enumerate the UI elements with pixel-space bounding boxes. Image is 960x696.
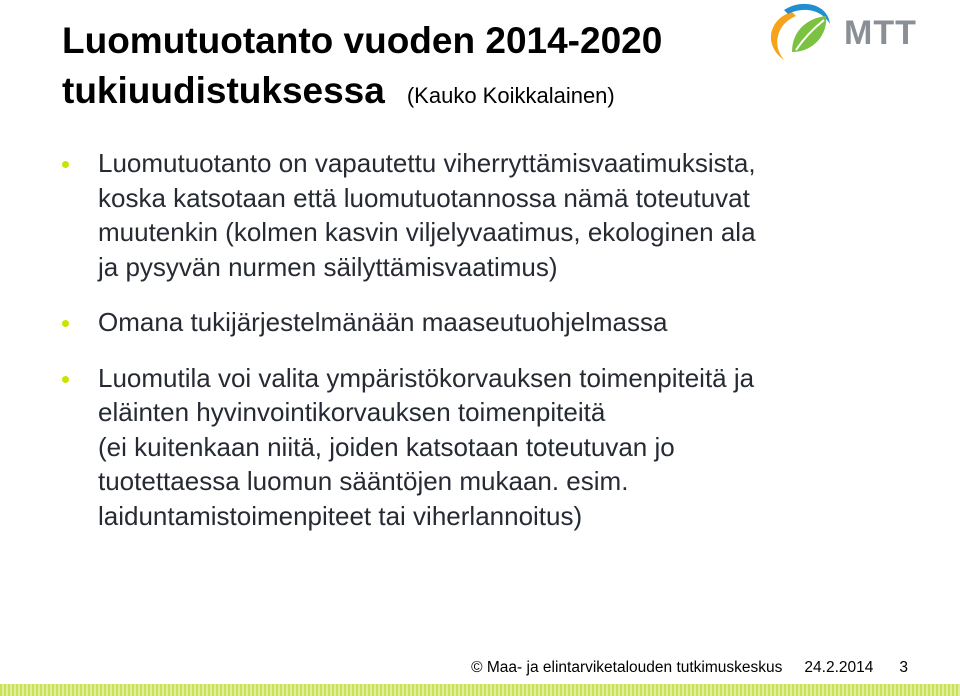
bullet-dot-icon <box>62 320 69 327</box>
bullet-item-1 <box>62 146 942 284</box>
bullet-item-2 <box>62 305 942 340</box>
bullet-3-line-5: laiduntamistoimenpiteet tai viherlannoitus) <box>98 500 583 531</box>
mtt-logo-icon <box>762 0 932 72</box>
bullet-item-3 <box>62 361 942 534</box>
bullet-3-line-3: (ei kuitenkaan niitä, joiden katsotaan toteutuvan jo <box>98 431 675 462</box>
title-line-1: Luomutuotanto vuoden 2014-2020 <box>62 20 663 61</box>
bullet-1-line-2: koska katsotaan että luomutuotannossa nämä toteutuvat <box>98 182 750 213</box>
bullet-3-line-4: tuotettaessa luomun sääntöjen mukaan. esim. <box>98 466 629 496</box>
slide-title <box>62 16 762 121</box>
footer-text <box>471 659 908 677</box>
bullet-dot-icon <box>62 161 69 168</box>
bullet-list <box>62 146 942 554</box>
footer-date: 24.2.2014 <box>804 659 874 676</box>
bullet-1-line-1: Luomutuotanto on vapautettu viherryttämisvaatimuksista, <box>98 148 756 178</box>
footer-bar <box>0 684 960 696</box>
slide-footer <box>0 656 960 696</box>
bullet-3-line-1: Luomutila voi valita ympäristökorvauksen toimenpiteitä ja <box>98 362 755 393</box>
mtt-logo <box>762 0 932 72</box>
bullet-1-line-4: ja pysyvän nurmen säilyttämisvaatimus) <box>98 251 558 282</box>
bullet-3-line-2: eläinten hyvinvointikorvauksen toimenpiteitä <box>98 397 606 427</box>
bullet-2-line-1: Omana tukijärjestelmänään maaseutuohjelmassa <box>98 307 668 337</box>
footer-copyright: © Maa- ja elintarviketalouden tutkimuskeskus <box>471 659 783 676</box>
logo-text: MTT <box>844 14 917 52</box>
author-name: (Kauko Koikkalainen) <box>406 83 615 108</box>
bullet-dot-icon <box>62 376 69 383</box>
title-line-2-text: tukiuudistuksessa <box>62 70 385 111</box>
title-line-2 <box>62 66 762 121</box>
page-number: 3 <box>899 659 908 676</box>
bullet-1-line-3: muutenkin (kolmen kasvin viljelyvaatimus, ekologinen ala <box>98 217 756 247</box>
